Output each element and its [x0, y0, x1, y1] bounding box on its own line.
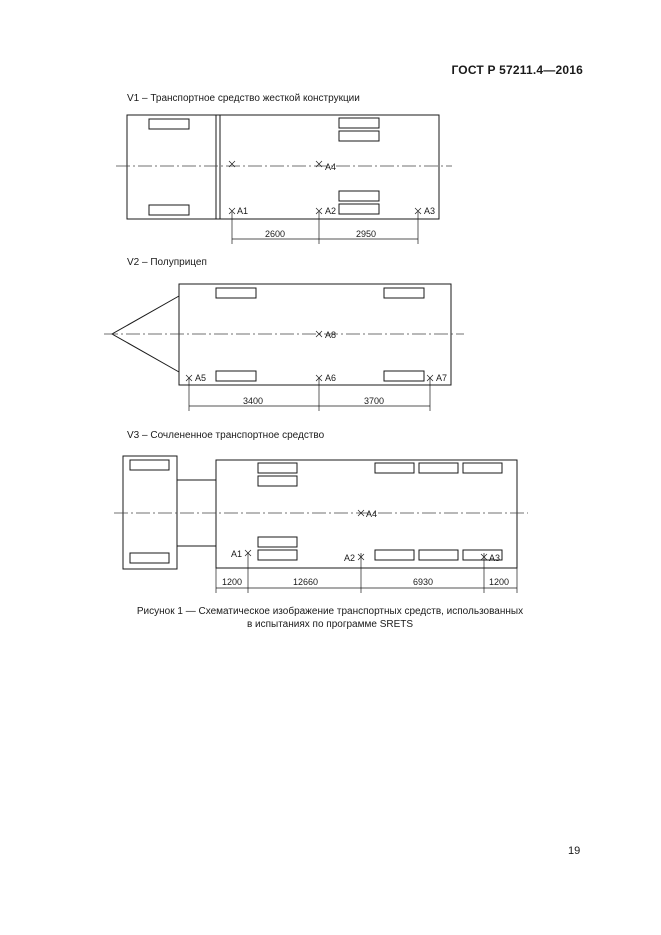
figure-caption-line: Рисунок 1 — Схематическое изображение транспортных средств, использованных — [136, 606, 524, 617]
v2-wheel — [216, 371, 256, 381]
v3-wheel — [463, 463, 502, 473]
v2-dim-label: 3400 — [243, 396, 264, 406]
v1-wheel — [339, 204, 379, 214]
v2-point-label-a7: A7 — [436, 373, 448, 383]
v2-wheel — [384, 371, 424, 381]
v1-point-label-a2: A2 — [325, 206, 337, 216]
v1-dim-label: 2600 — [265, 229, 286, 239]
v1-wheel — [339, 191, 379, 201]
v1-wheel — [339, 118, 379, 128]
v2-point-label-a6: A6 — [325, 373, 337, 383]
v3-dim-label: 6930 — [413, 577, 434, 587]
v1-diagram — [116, 115, 452, 244]
v3-wheel — [419, 550, 458, 560]
v3-tractor-cab — [123, 456, 177, 569]
v3-wheel — [258, 550, 297, 560]
v3-wheel — [130, 460, 169, 470]
v3-dim-label: 1200 — [222, 577, 243, 587]
figure-caption — [100, 605, 560, 631]
v3-point-label-a1: A1 — [231, 549, 243, 559]
v2-dim-label: 3700 — [364, 396, 385, 406]
v2-point-label-a8: A8 — [325, 330, 337, 340]
page-number: 19 — [568, 845, 581, 857]
v1-point-label-a1: A1 — [237, 206, 249, 216]
v3-point-label-a4: A4 — [366, 509, 378, 519]
v3-dim-label: 1200 — [489, 577, 510, 587]
v3-diagram — [114, 456, 528, 593]
v2-wheel — [384, 288, 424, 298]
v3-wheel — [258, 463, 297, 473]
v1-wheel — [149, 119, 189, 129]
figure-caption-line: в испытаниях по программе SRETS — [246, 619, 414, 630]
v3-wheel — [375, 550, 414, 560]
v3-title: V3 – Сочлененное транспортное средство — [127, 430, 325, 441]
v2-diagram — [104, 284, 464, 411]
v1-wheel — [149, 205, 189, 215]
v3-point-label-a3: A3 — [489, 553, 501, 563]
v2-point-marker — [316, 331, 322, 337]
v2-wheel — [216, 288, 256, 298]
v3-wheel — [375, 463, 414, 473]
v1-title: V1 – Транспортное средство жесткой конструкции — [127, 93, 360, 104]
v3-wheel — [419, 463, 458, 473]
v3-dim-label: 12660 — [293, 577, 319, 587]
v1-dim-label: 2950 — [356, 229, 377, 239]
v1-body-outline — [127, 115, 439, 219]
v2-point-label-a5: A5 — [195, 373, 207, 383]
standard-number: ГОСТ Р 57211.4—2016 — [451, 63, 583, 77]
v3-point-label-a2: A2 — [344, 553, 356, 563]
v1-wheel — [339, 131, 379, 141]
v3-wheel — [258, 537, 297, 547]
v2-title: V2 – Полуприцеп — [127, 257, 207, 268]
v1-point-label-a3: A3 — [424, 206, 436, 216]
v2-body-outline — [179, 284, 451, 385]
v3-wheel — [130, 553, 169, 563]
v1-point-label-a4: A4 — [325, 162, 337, 172]
v3-wheel — [258, 476, 297, 486]
